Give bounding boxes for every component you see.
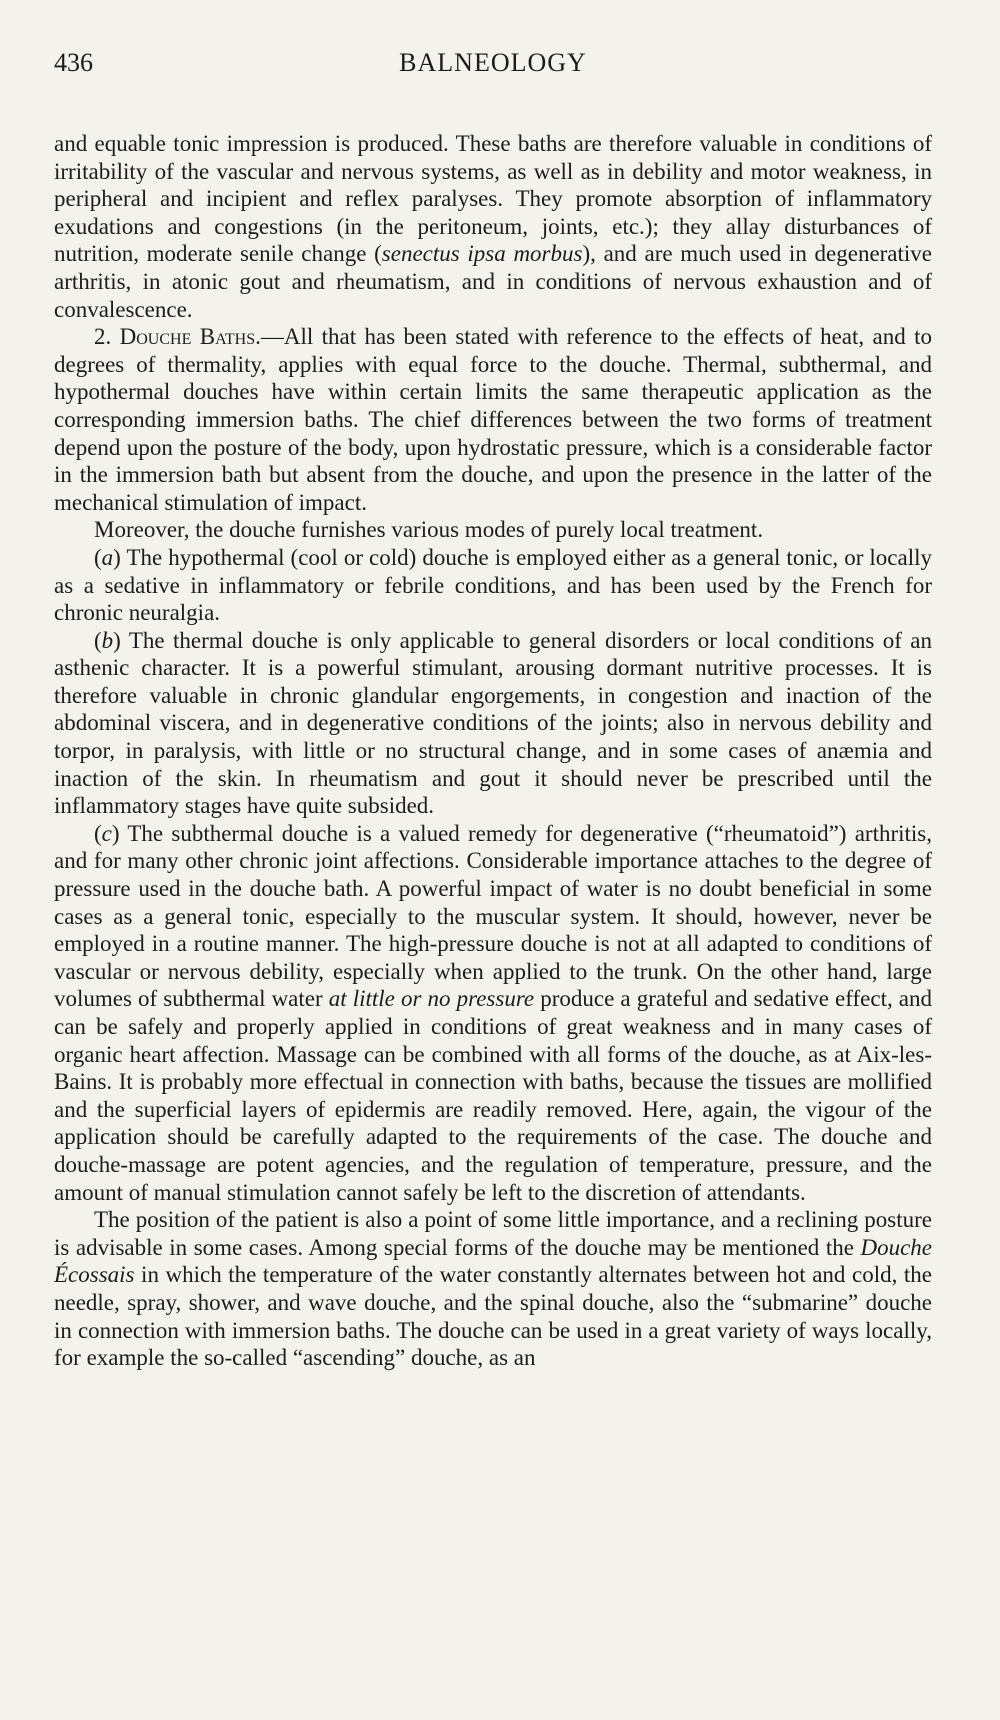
body-text bbox=[54, 130, 932, 1372]
paragraph-5-text: The thermal douche is only applicable to general disorders or local conditions of an asthenic character. It is a powerful stimulant, arousing dormant nutritive processes. It is therefore valuable in chronic glandular engorgements, in congestion and inaction of the abdominal viscera, and in degenerative conditions of the joints; also in nervous debility and torpor, in paralysis, with little or no structural change, and in some cases of anæmia and inaction of the skin. In rheumatism and gout it should never be prescribed until the inflammatory stages have quite subsided. bbox=[54, 627, 932, 819]
running-head: BALNEOLOGY bbox=[399, 48, 587, 77]
item-marker-a: a bbox=[101, 544, 114, 570]
paragraph-hypothermal: (a) The hypothermal (cool or cold) douche is employed either as a general tonic, or locally as a sedative in inflammatory or febrile conditions, and has been used by the French for chronic neuralgia. bbox=[54, 544, 932, 626]
paragraph-local-treatment bbox=[54, 516, 932, 544]
section-heading: Douche Baths. bbox=[119, 324, 261, 350]
item-marker-b: b bbox=[101, 627, 114, 653]
paragraph-3-text: Moreover, the douche furnishes various modes of purely local treatment. bbox=[94, 517, 764, 543]
paragraph-1-text: and equable tonic impression is produced. These baths are therefore valuable in conditions of irritability of the vascular and nervous systems, as well as in debility and motor weakness, in peripheral and incipient and reflex paralyses. They promote absorption of inflammatory exudations and congestions (in the peritoneum, joints, etc.); they allay disturbances of nutrition, moderate senile change ( bbox=[54, 131, 932, 267]
paragraph-1-end: ), and are much used in degenerative arthritis, in atonic gout and rheumatism, and in conditions of nervous exhaustion and of convalescence. bbox=[54, 241, 933, 322]
paragraph-2-text: —All that has been stated with reference to the effects of heat, and to degrees of thermality, applies with equal force to the douche. Thermal, subthermal, and hypothermal douches have within certain limits the same therapeutic application as the corresponding immersion baths. The chief differences between the two forms of treatment depend upon the posture of the body, upon hydrostatic pressure, which is a considerable factor in the immersion bath but absent from the douche, and upon the presence in the latter of the mechanical stimulation of impact. bbox=[54, 324, 932, 515]
paragraph-7-text-a: The position of the patient is also a point of some little importance, and a reclining posture is advisable in some cases. Among special forms of the douche may be mentioned the bbox=[54, 1207, 932, 1260]
item-marker-c: c bbox=[101, 820, 112, 846]
paragraph-1 bbox=[54, 130, 932, 323]
section-number: 2. bbox=[94, 324, 112, 350]
paragraph-position bbox=[54, 1206, 932, 1372]
paragraph-thermal: (b) The thermal douche is only applicable to general disorders or local conditions of an asthenic character. It is a powerful stimulant, arousing dormant nutritive processes. It is therefore valuable in chronic glandular engorgements, in congestion and inaction of the abdominal viscera, and in degenerative conditions of the joints; also in nervous debility and torpor, in paralysis, with little or no structural change, and in some cases of anæmia and inaction of the skin. In rheumatism and gout it should never be prescribed until the inflammatory stages have quite subsided. bbox=[54, 627, 932, 819]
paragraph-6-text-b: produce a grateful and sedative effect, and can be safely and properly applied in conditions of great weakness and in many cases of organic heart affection. Massage can be combined with all forms of the douche, as at Aix-les-Bains. It is probably more effectual in connection with baths, because the tissues are mollified and the superficial layers of epidermis are readily removed. Here, again, the vigour of the application should be carefully adapted to the requirements of the case. The douche and douche-massage are potent agencies, and the regulation of temperature, pressure, and the amount of manual stimulation cannot safely be left to the discretion of attendants. bbox=[54, 986, 933, 1205]
page-header bbox=[54, 48, 932, 88]
latin-phrase: senectus ipsa morbus bbox=[381, 241, 583, 267]
paragraph-subthermal: (c) The subthermal douche is a valued remedy for degenerative (“rheumatoid”) arthritis, and for many other chronic joint affections. Considerable importance attaches to the degree of pressure used in the douche bath. A powerful impact of water is no doubt beneficial in some cases as a general tonic, especially to the muscular system. It should, however, never be employed in a routine manner. The high-pressure douche is not at all adapted to conditions of vascular or nervous debility, especially when applied to the trunk. On the other hand, large volumes of subthermal water at little or no pressure produce a grateful and sedative effect, and can be safely and properly applied in conditions of great weakness and in many cases of organic heart affection. Massage can be combined with all forms of the douche, as at Aix-les-Bains. It is probably more effectual in connection with baths, because the tissues are mollified and the superficial layers of epidermis are readily removed. Here, again, the vigour of the application should be carefully adapted to the requirements of the case. The douche and douche-massage are potent agencies, and the regulation of temperature, pressure, and the amount of manual stimulation cannot safely be left to the discretion of attendants. bbox=[54, 820, 933, 1205]
page-number: 436 bbox=[54, 48, 93, 77]
paragraph-4-text: The hypothermal (cool or cold) douche is employed either as a general tonic, or locally as a sedative in inflammatory or febrile conditions, and has been used by the French for chronic neuralgia. bbox=[54, 544, 932, 626]
paragraph-6-text-a: The subthermal douche is a valued remedy for degenerative (“rheumatoid”) arthritis, and for many other chronic joint affections. Considerable importance attaches to the degree of pressure used in the douche bath. A powerful impact of water is no doubt beneficial in some cases as a general tonic, especially to the muscular system. It should, however, never be employed in a routine manner. The high-pressure douche is not at all adapted to conditions of vascular or nervous debility, especially when applied to the trunk. On the other hand, large volumes of subthermal water bbox=[54, 820, 932, 1012]
paragraph-douche-baths bbox=[54, 323, 932, 516]
paragraph-7-text-b: in which the temperature of the water constantly alternates between hot and cold, the needle, spray, shower, and wave douche, and the spinal douche, also the “submarine” douche in connection with immersion baths. The douche can be used in a great variety of ways locally, for example the so-called “ascending” douche, as an bbox=[54, 1262, 932, 1371]
douche-ecossais-term: Douche Écossais bbox=[54, 1234, 932, 1288]
emphasis-little-pressure: at little or no pressure bbox=[328, 986, 535, 1012]
